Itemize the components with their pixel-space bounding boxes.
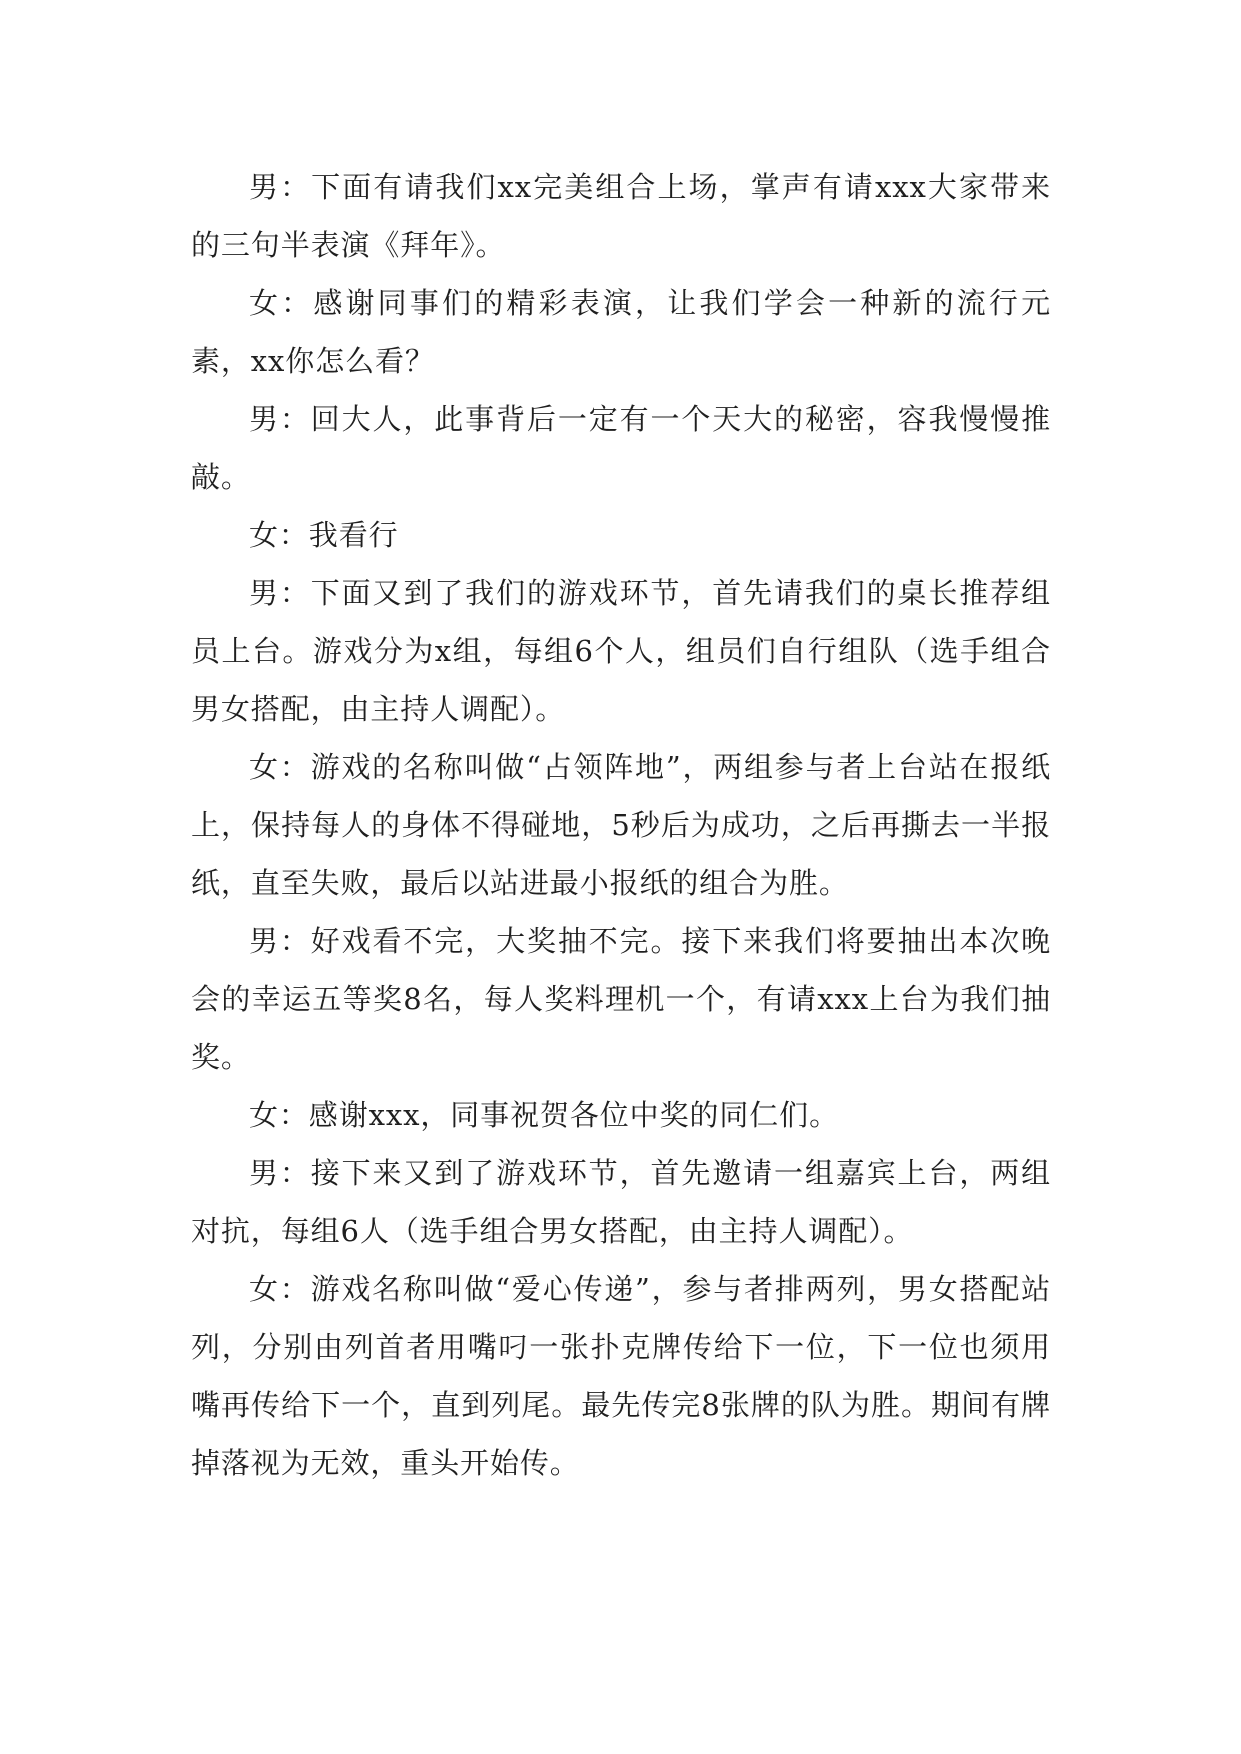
paragraph: 女：游戏的名称叫做“占领阵地”，两组参与者上台站在报纸上，保持每人的身体不得碰地，5秒后为成功，之后再撕去一半报纸，直至失败，最后以站进最小报纸的组合为胜。: [191, 750, 1051, 900]
paragraph: 女：感谢xxx，同事祝贺各位中奖的同仁们。: [249, 1098, 839, 1132]
paragraph: 男：回大人，此事背后一定有一个天大的秘密，容我慢慢推敲。: [191, 402, 1051, 494]
paragraph: 男：下面又到了我们的游戏环节，首先请我们的桌长推荐组员上台。游戏分为x组，每组6个人，组员们自行组队（选手组合男女搭配，由主持人调配）。: [191, 576, 1051, 726]
paragraph: 男：接下来又到了游戏环节，首先邀请一组嘉宾上台，两组对抗，每组6人（选手组合男女搭配，由主持人调配）。: [191, 1156, 1051, 1248]
paragraph: 男：好戏看不完，大奖抽不完。接下来我们将要抽出本次晚会的幸运五等奖8名，每人奖料理机一个，有请xxx上台为我们抽奖。: [191, 924, 1051, 1074]
document-body: [191, 158, 1051, 1492]
paragraph: 女：我看行: [249, 518, 399, 552]
paragraph: 女：感谢同事们的精彩表演，让我们学会一种新的流行元素，xx你怎么看？: [191, 286, 1051, 378]
paragraph: 女：游戏名称叫做“爱心传递”，参与者排两列，男女搭配站列，分别由列首者用嘴叼一张扑克牌传给下一位，下一位也须用嘴再传给下一个，直到列尾。最先传完8张牌的队为胜。期间有牌掉落视为无效，重头开始传。: [191, 1272, 1051, 1480]
paragraph: 男：下面有请我们xx完美组合上场，掌声有请xxx大家带来的三句半表演《拜年》。: [191, 170, 1051, 262]
